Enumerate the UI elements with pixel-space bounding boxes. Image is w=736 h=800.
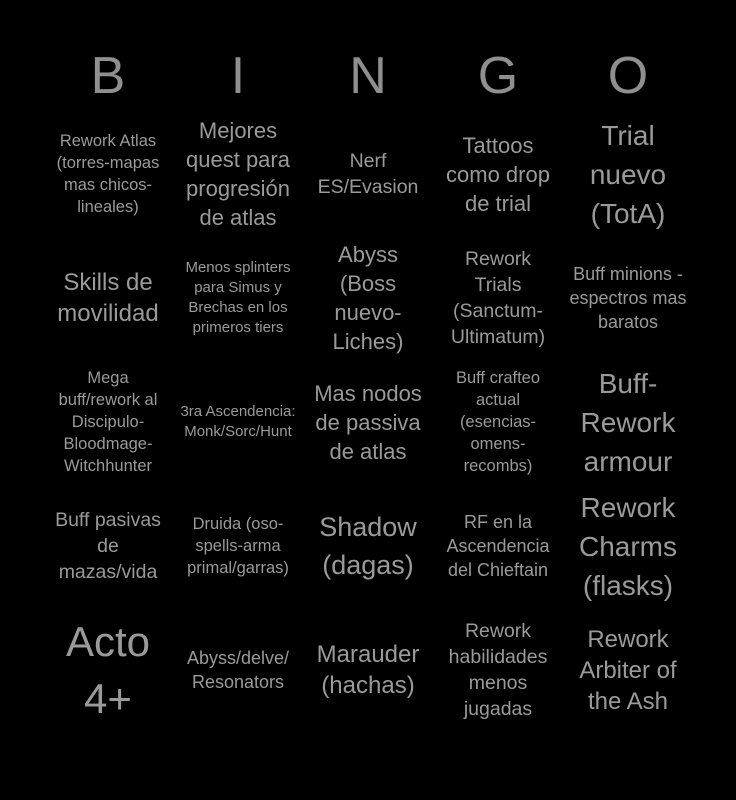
bingo-header: [43, 40, 693, 112]
bingo-cell-3-2[interactable]: [173, 360, 303, 484]
bingo-cell-text: Trial nuevo (TotA): [589, 119, 667, 229]
bingo-cell-text: Rework Atlas (torres-mapas mas chicos-lineales): [56, 132, 160, 216]
bingo-cell-5-5[interactable]: [563, 608, 693, 732]
bingo-cell-1-4[interactable]: [433, 112, 563, 236]
bingo-cell-text: Tattoos como drop de trial: [446, 132, 550, 216]
bingo-cell-2-5[interactable]: [563, 236, 693, 360]
bingo-cell-text: Mega buff/rework al Discipulo-Bloodmage-Witchhunter: [58, 369, 158, 475]
bingo-cell-5-1[interactable]: [43, 608, 173, 732]
bingo-board: [43, 40, 693, 732]
bingo-cell-text: Buff crafteo actual (esencias-omens-recombs): [455, 369, 541, 475]
bingo-cell-text: Mas nodos de passiva de atlas: [314, 380, 422, 464]
bingo-cell-1-5[interactable]: [563, 112, 693, 236]
header-letter-n: N: [349, 47, 387, 105]
bingo-cell-2-1[interactable]: [43, 236, 173, 360]
bingo-cell-2-3[interactable]: [303, 236, 433, 360]
bingo-cell-text: Buff pasivas de mazas/vida: [55, 509, 161, 583]
bingo-cell-text: Abyss/delve/ Resonators: [186, 648, 290, 692]
bingo-cell-3-3[interactable]: [303, 360, 433, 484]
bingo-cell-4-1[interactable]: [43, 484, 173, 608]
bingo-cell-5-2[interactable]: [173, 608, 303, 732]
bingo-cell-text: Shadow (dagas): [319, 512, 417, 580]
bingo-cell-text: Mejores quest para progresión de atlas: [186, 118, 290, 230]
bingo-cell-text: Skills de movilidad: [57, 269, 159, 327]
bingo-cell-text: Rework Charms (flasks): [578, 491, 677, 601]
bingo-cell-text: Nerf ES/Evasion: [317, 150, 419, 198]
bingo-cell-4-4[interactable]: [433, 484, 563, 608]
bingo-cell-text: RF en la Ascendencia del Chieftain: [446, 512, 550, 580]
bingo-cell-4-5[interactable]: [563, 484, 693, 608]
bingo-cell-1-2[interactable]: [173, 112, 303, 236]
bingo-cell-text: Abyss (Boss nuevo-Liches): [332, 242, 404, 354]
bingo-cell-text: Rework Arbiter of the Ash: [579, 625, 677, 715]
bingo-cell-2-4[interactable]: [433, 236, 563, 360]
bingo-cell-5-4[interactable]: [433, 608, 563, 732]
bingo-cell-5-3[interactable]: [303, 608, 433, 732]
bingo-cell-text: Marauder (hachas): [316, 641, 420, 699]
header-letter-b: B: [90, 47, 126, 105]
bingo-cell-1-3[interactable]: [303, 112, 433, 236]
bingo-cell-3-4[interactable]: [433, 360, 563, 484]
bingo-cell-4-2[interactable]: [173, 484, 303, 608]
bingo-cell-text: Menos splinters para Simus y Brechas en los primeros tiers: [185, 259, 291, 336]
bingo-cell-text: Druida (oso-spells-arma primal/garras): [187, 515, 289, 577]
bingo-cell-text: Rework Trials (Sanctum-Ultimatum): [450, 248, 546, 348]
header-letter-g: G: [477, 47, 519, 105]
bingo-cell-text: 3ra Ascendencia: Monk/Sorc/Hunt: [180, 403, 296, 440]
bingo-cell-4-3[interactable]: [303, 484, 433, 608]
header-letter-o: O: [607, 47, 649, 105]
bingo-cell-text: Acto 4+: [65, 618, 151, 722]
bingo-cell-3-5[interactable]: [563, 360, 693, 484]
bingo-cell-text: Buff-Rework armour: [580, 367, 676, 477]
bingo-grid: [43, 112, 693, 732]
bingo-cell-2-2[interactable]: [173, 236, 303, 360]
header-letter-i: I: [230, 47, 246, 105]
bingo-cell-1-1[interactable]: [43, 112, 173, 236]
bingo-cell-text: Buff minions -espectros mas baratos: [569, 264, 687, 332]
bingo-cell-3-1[interactable]: [43, 360, 173, 484]
bingo-cell-text: Rework habilidades menos jugadas: [448, 620, 548, 720]
